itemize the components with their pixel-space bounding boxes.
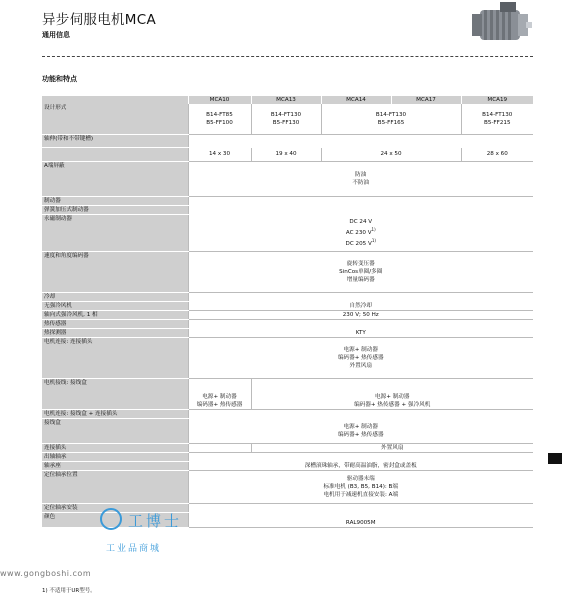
- table-row: [42, 252, 533, 293]
- conn-box-other: 电源+ 制动器 编码器+ 热传感器 + 强冷风机: [251, 379, 533, 410]
- table-row: [42, 104, 533, 135]
- table-row: [42, 419, 533, 444]
- watermark-logo-icon: [100, 508, 122, 530]
- conn-box-label: 电机接线: 接线盒: [42, 379, 188, 410]
- conn-box-mca10: 电源+ 制动器 编码器+ 热传感器: [188, 379, 251, 410]
- watermark-tagline: 工业品商城: [106, 544, 162, 554]
- design-mca14-17: B14-FT130 B5-FF165: [321, 104, 461, 135]
- pm-brake-value: [188, 215, 533, 252]
- table-row: [42, 444, 533, 453]
- terminal-box-label: 接线盒: [42, 419, 188, 444]
- fan-label: 轴向式强冷风机, 1 相: [42, 311, 188, 320]
- section-heading: 功能和特点: [42, 75, 77, 83]
- col-mca17: MCA17: [391, 96, 461, 104]
- table-row: [42, 293, 533, 302]
- encoder-value: 旋转变压器 SinCos单圈/多圈 增量编码器: [188, 252, 533, 293]
- pm-brake-line2: AC 230 V: [345, 229, 372, 236]
- seal-value: 防油 不防油: [188, 162, 533, 197]
- header-blank-cell: [42, 96, 188, 104]
- table-row: [42, 471, 533, 504]
- pm-brake-line1: DC 24 V: [349, 218, 373, 225]
- thermal-probe-value: KTY: [188, 329, 533, 338]
- color-value: RAL9005M: [188, 513, 533, 528]
- table-row: [42, 302, 533, 311]
- watermark-url: www.gongboshi.com: [0, 569, 92, 578]
- watermark: [100, 508, 195, 556]
- table-row: [42, 148, 533, 162]
- bearing-value: 深槽滚珠轴承，带耐高温油脂，密封盒或盖板: [188, 462, 533, 471]
- watermark-brand: 工博士: [128, 512, 183, 530]
- thermal-label: 热传感器: [42, 320, 188, 329]
- shaft-mca19: 28 x 60: [461, 148, 533, 162]
- table-row: [42, 206, 533, 215]
- shaft-mca14-17: 24 x 50: [321, 148, 461, 162]
- pm-brake-footnote-ref2: 1): [371, 237, 376, 243]
- design-mca13: B14-FT130 B5-FF130: [251, 104, 321, 135]
- col-mca19: MCA19: [461, 96, 533, 104]
- fixed-bearing-label: 定位轴承位置: [42, 471, 188, 504]
- fixed-bearing-value: 驱动器末端 标准电机 (B3, B5, B14): B端 电机用于减速机直接安装: A端: [188, 471, 533, 504]
- table-row: [42, 329, 533, 338]
- fan-value: 230 V; 50 Hz: [188, 311, 533, 320]
- page-tab-marker: [548, 453, 562, 464]
- col-mca10: MCA10: [188, 96, 251, 104]
- table-row: [42, 320, 533, 329]
- table-row: [42, 338, 533, 379]
- table-row: [42, 135, 533, 148]
- pm-brake-footnote-ref: 1): [371, 226, 376, 232]
- conn-both-label: 电机连接: 接线盒 + 连接插头: [42, 410, 188, 419]
- cooling-label: 冷却: [42, 293, 188, 302]
- col-mca13: MCA13: [251, 96, 321, 104]
- divider-line: [42, 56, 533, 57]
- shaft-label: 轴伸(带和不带键槽): [42, 135, 188, 148]
- conn-plug-value: 电源+ 制动器 编码器+ 热传感器 外置风扇: [188, 338, 533, 379]
- natural-cooling-label: 无强冷风机: [42, 302, 188, 311]
- shaft-mca10: 14 x 30: [188, 148, 251, 162]
- page-subtitle: 通用信息: [42, 31, 70, 39]
- servo-motor-image: [470, 2, 532, 46]
- bearing-label: 轴承座: [42, 462, 188, 471]
- design-mca10: B14-FT85 B5-FF100: [188, 104, 251, 135]
- output-bearing-label: 出轴轴承: [42, 453, 188, 462]
- table-row: [42, 197, 533, 206]
- table-row: [42, 215, 533, 252]
- seal-label: A端屏蔽: [42, 162, 188, 197]
- thermal-probe-label: 热探测器: [42, 329, 188, 338]
- conn-plug-label: 电机连接: 连接插头: [42, 338, 188, 379]
- table-row: [42, 453, 533, 462]
- spring-brake-label: 弹簧加压式制动器: [42, 206, 188, 215]
- encoder-label: 速度和角度编码器: [42, 252, 188, 293]
- page-title: 异步伺服电机MCA: [42, 12, 157, 28]
- plug-value: 外置风扇: [251, 444, 533, 453]
- design-mca19: B14-FT130 B5-FF215: [461, 104, 533, 135]
- table-row: [42, 410, 533, 419]
- pm-brake-line3: DC 205 V: [345, 240, 372, 247]
- table-row: [42, 311, 533, 320]
- col-mca14: MCA14: [321, 96, 391, 104]
- shaft-mca13: 19 x 40: [251, 148, 321, 162]
- footnote: 1) 不适用于UR型号。: [42, 588, 96, 594]
- plug-label: 连接插头: [42, 444, 188, 453]
- table-header-row: [42, 96, 533, 104]
- design-label: 设计形式: [42, 104, 188, 135]
- table-row: [42, 379, 533, 410]
- color-label: 颜色: [42, 513, 188, 528]
- terminal-box-value: 电源+ 制动器 编码器+ 热传感器: [188, 419, 533, 444]
- brake-label: 制动器: [42, 197, 188, 206]
- pm-brake-label: 永磁制动器: [42, 215, 188, 252]
- table-row: [42, 162, 533, 197]
- natural-cooling-value: 自然冷却: [188, 302, 533, 311]
- install-label: 定位轴承安装: [42, 504, 188, 513]
- spec-table: [42, 96, 533, 528]
- table-row: [42, 462, 533, 471]
